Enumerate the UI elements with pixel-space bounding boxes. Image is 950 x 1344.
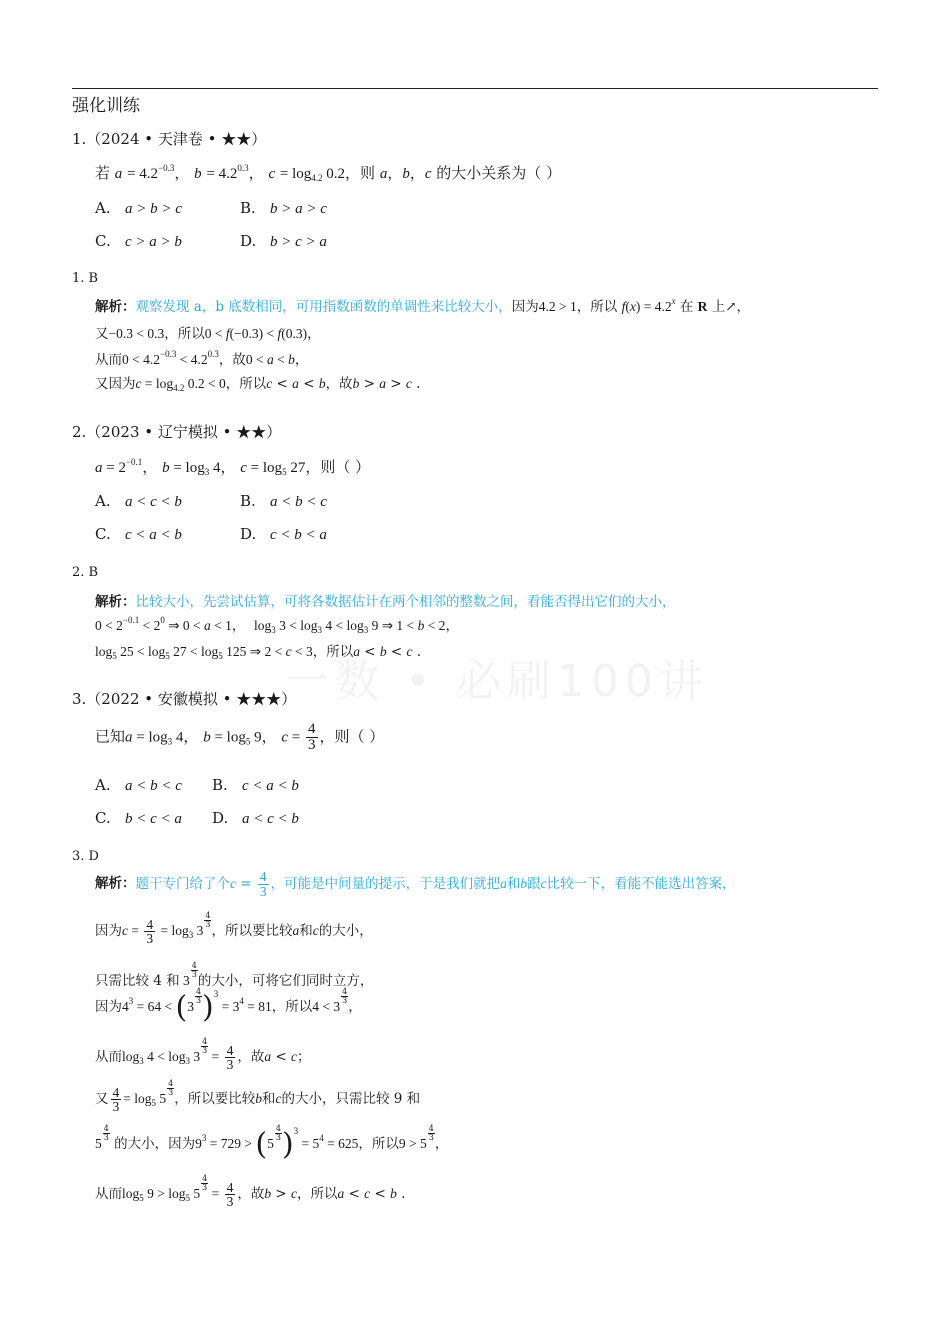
q2-option-d[interactable]: D. c < b < a [240,525,327,543]
q3-analysis-line-6: 又 $\frac{4}{3}$ = $\log_5 5$ $\frac{4}{3}$ ，所以要比较b和c的大小，只需比较 9 和 [95,1079,421,1114]
q1-header: 1.（2024 • 天津卷 • ★★） [72,130,267,148]
q3-answer: 3. D [72,849,99,864]
q1-option-d[interactable]: D. b > c > a [240,232,327,250]
q3-analysis-line-1: 解析：题干专门给了个c = $\frac{4}{3}$ ，可能是中间量的提示，于是我们就把a和b跟c比较一下，看能不能选出答案， [95,869,736,899]
q1-analysis-line-4: 又因为$c = \log_{4.2} 0.2 < 0$，所以c < a < b，故b > a > c . [95,376,421,393]
q2-answer: 2. B [72,565,99,580]
q3-analysis-line-4: 因为$4^3 = 64 < (3$ $\frac{4}{3}$ )$^3 = 3^4 = 81$，所以4 < 3 $\frac{4}{3}$ ， [95,987,362,1025]
q3-option-c[interactable]: C. b < c < a [95,809,182,827]
q1-option-b[interactable]: B. b > a > c [240,199,327,217]
q3-option-a[interactable]: A. a < b < c [95,776,182,794]
q2-option-c[interactable]: C. c < a < b [95,525,182,543]
q3-option-d[interactable]: D. a < c < b [212,809,299,827]
q2-header: 2.（2023 • 辽宁模拟 • ★★） [72,423,282,441]
q2-analysis-line-1: 解析：比较大小，先尝试估算，可将各数据估计在两个相邻的整数之间，看能否得出它们的大小， [95,594,676,610]
q1-option-a[interactable]: A. a > b > c [95,199,182,217]
q1-analysis-line-2: 又−0.3 < 0.3，所以0 < f(−0.3) < f(0.3)， [95,326,321,342]
q3-header: 3.（2022 • 安徽模拟 • ★★★） [72,690,297,708]
q3-stem: 已知$a = \log_3 4$， $b = \log_5 9$， c = $\frac{4}{3}$ ，则（ ） [95,721,385,753]
q2-analysis-line-3: $\log_5 25 < \log_5 27 < \log_5 125$ ⇒ 2 < c < 3，所以a < b < c . [95,644,422,661]
q1-analysis-line-3: 从而$0 < 4.2^{-0.3} < 4.2^{0.3}$，故0 < a < b， [95,349,309,368]
q3-option-b[interactable]: B. c < a < b [212,776,299,794]
header-rule [72,88,878,89]
watermark: 一数 • 必刷100讲 [285,656,709,707]
q1-stem: 若 $a = 4.2^{-0.3}$， $b = 4.2^{0.3}$， $c = \log_{4.2} 0.2$，则 a，b，c 的大小关系为（ ） [95,163,562,183]
q2-option-a[interactable]: A. a < c < b [95,492,182,510]
q3-analysis-line-3: 只需比较 4 和 3 $\frac{4}{3}$ 的大小，可将它们同时立方， [95,961,374,989]
q2-analysis-line-2: $0 < 2^{-0.1} < 2^0$ ⇒ 0 < a < 1， $\log_3 3 < \log_3 4 < \log_3 9$ ⇒ 1 < b < 2， [95,615,459,635]
q3-analysis-line-7: 5 $\frac{4}{3}$ 的大小，因为$9^3 = 729 > (5$ $\frac{4}{3}$ )$^3 = 5^4 = 625$，所以9 > 5 $\frac{4}{3}$ ， [95,1124,449,1162]
q3-analysis-line-2: 因为c = $\frac{4}{3}$ = $\log_3 3$ $\frac{4}{3}$ ，所以要比较a和c的大小， [95,911,373,946]
q1-answer: 1. B [72,271,99,286]
q1-analysis-line-1: 解析：观察发现 a，b 底数相同，可用指数函数的单调性来比较大小，因为4.2 > 1，所以 $f(x) = 4.2^x$ 在 R 上↗， [95,296,751,315]
q3-analysis-line-8: 从而$\log_5 9 > \log_5 5$ $\frac{4}{3}$ = $\frac{4}{3}$ ，故b > c，所以a < c < b . [95,1174,406,1209]
q3-analysis-line-5: 从而$\log_3 4 < \log_3 3$ $\frac{4}{3}$ = $\frac{4}{3}$ ，故a < c； [95,1037,311,1072]
q2-stem: $a = 2^{-0.1}$， $b = \log_3 4$， $c = \log_5 27$，则（ ） [95,457,371,477]
section-title: 强化训练 [72,96,140,116]
q2-option-b[interactable]: B. a < b < c [240,492,327,510]
q1-option-c[interactable]: C. c > a > b [95,232,182,250]
